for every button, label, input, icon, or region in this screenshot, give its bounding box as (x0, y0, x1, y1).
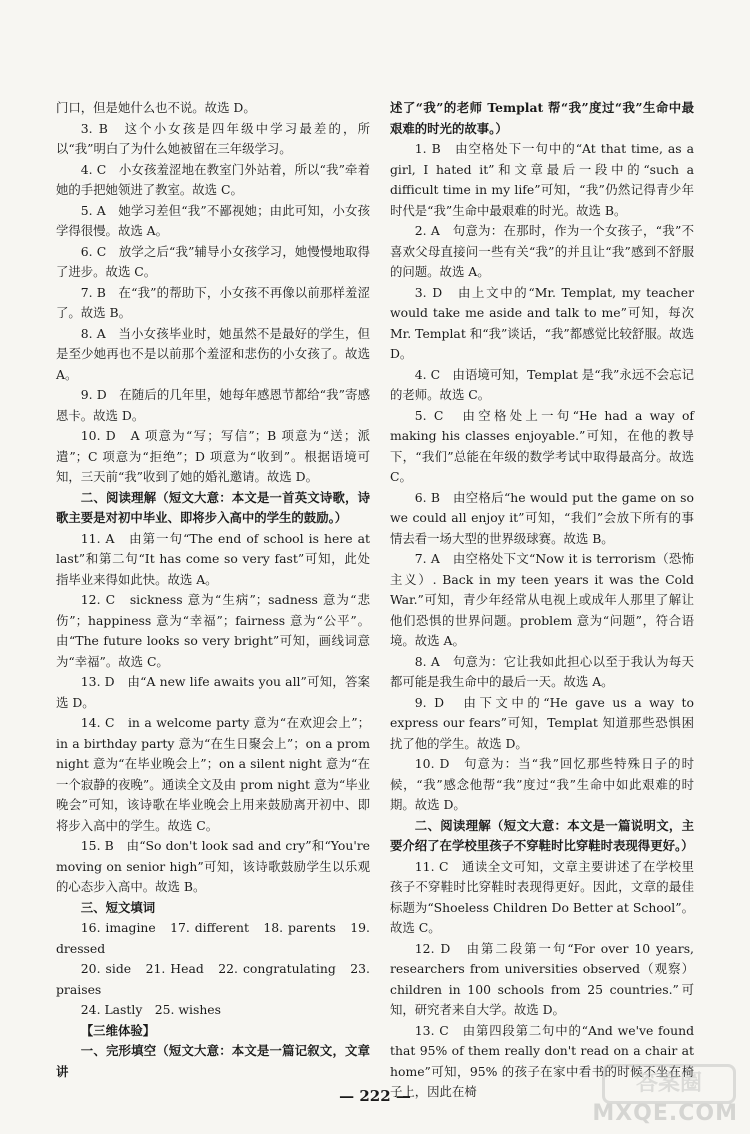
answer-paragraph: 9. D 由下文中的“He gave us a way to express our fears”可知，Templat 知道那些恐惧困扰了他的学生。故选 D。 (390, 694, 694, 751)
answer-paragraph: 13. C 由第四段第二句中的“And we've found that 95% of them really don't read on a chair at home”可知，95% 的孩子在家中看书的时候不坐在椅子上，因此在椅 (390, 1022, 694, 1099)
watermark-badge: 答案圈 (602, 1064, 736, 1104)
answer-paragraph: 11. A 由第一句“The end of school is here at last”和第二句“It has come so very fast”可知，此处指毕业来得如此快。故选 A。 (56, 530, 370, 587)
answer-paragraph: 述了“我”的老师 Templat 帮“我”度过“我”生命中最艰难的时光的故事。） (390, 100, 694, 136)
answer-paragraph: 二、阅读理解（短文大意：本文是一首英文诗歌，诗歌主要是对初中毕业、即将步入高中的学生的鼓励。） (56, 489, 370, 525)
answer-paragraph: 8. A 句意为：它让我如此担心以至于我认为每天都可能是我生命中的最后一天。故选 A。 (390, 653, 694, 689)
answer-paragraph: 门口，但是她什么也不说。故选 D。 (56, 100, 256, 115)
answer-paragraph: 16. imagine 17. different 18. parents 19. dressed (56, 920, 370, 956)
watermark-url: MXQE.COM (592, 1101, 738, 1126)
answer-paragraph: 2. A 句意为：在那时，作为一个女孩子，“我”不喜欢父母直接问一些有关“我”的并且让“我”感到不舒服的问题。故选 A。 (390, 223, 694, 279)
answer-paragraph: 12. C sickness 意为“生病”；sadness 意为“悲伤”；happiness 意为“幸福”；fairness 意为“公平”。由“The future looks so very bright”可知，画线词意为“幸福”。故选 C。 (56, 592, 370, 669)
answer-paragraph: 6. B 由空格后“he would put the game on so we could all enjoy it”可知，“我们”会放下所有的事情去看一场大型的世界级球赛。故选 B。 (390, 489, 694, 546)
answer-paragraph: 5. A 她学习差但“我”不鄙视她；由此可知，小女孩学得很慢。故选 A。 (56, 202, 370, 238)
answer-paragraph: 10. D A 项意为“写；写信”；B 项意为“送；派遣”；C 项意为“拒绝”；D 项意为“收到”。根据语境可知，三天前“我”收到了她的婚礼邀请。故选 D。 (56, 428, 370, 484)
page-number: — 222 — (339, 1087, 411, 1105)
answer-paragraph: 20. side 21. Head 22. congratulating 23. praises (56, 961, 370, 997)
answer-paragraph: 7. B 在“我”的帮助下，小女孩不再像以前那样羞涩了。故选 B。 (56, 284, 370, 320)
answer-paragraph: 一、完形填空（短文大意：本文是一篇记叙文，文章讲 (56, 1043, 370, 1079)
answer-paragraph: 4. C 小女孩羞涩地在教室门外站着，所以“我”牵着她的手把她领进了教室。故选 C。 (56, 161, 370, 197)
left-column (56, 98, 370, 1082)
answer-paragraph: 11. C 通读全文可知，文章主要讲述了在学校里孩子不穿鞋时比穿鞋时表现得更好。因此，文章的最佳标题为“Shoeless Children Do Better at School”。故选 C。 (390, 858, 694, 935)
answer-paragraph: 三、短文填词 (80, 899, 156, 915)
answer-paragraph: 13. D 由“A new life awaits you all”可知，答案选 D。 (56, 674, 370, 710)
answer-paragraph: 15. B 由“So don't look sad and cry”和“You're moving on senior high”可知，该诗歌鼓励学生以乐观的心态步入高中。故选 B。 (56, 838, 370, 894)
answer-paragraph: 9. D 在随后的几年里，她每年感恩节都给“我”寄感恩卡。故选 D。 (56, 387, 370, 423)
answer-paragraph: 24. Lastly 25. wishes (80, 1002, 221, 1017)
answer-paragraph: 12. D 由第二段第一句“For over 10 years, researchers from universities observed（观察） children in 100 schools from 25 countries.”可知，研究者来自大学。故选 D。 (390, 940, 694, 1017)
answer-paragraph: 10. D 句意为：当“我”回忆那些特殊日子的时候，“我”感念他帮“我”度过“我”生命中如此艰难的时期。故选 D。 (390, 756, 694, 812)
answer-paragraph: 1. B 由空格处下一句中的“At that time, as a girl, I hated it”和文章最后一段中的“such a difficult time in my life”可知，“我”仍然记得青少年时代是“我”生命中最艰难的时光。故选 B。 (390, 141, 694, 218)
answer-paragraph: 3. D 由上文中的“Mr. Templat, my teacher would take me aside and talk to me”可知，每次 Mr. Templat 和“我”谈话，“我”都感觉比较舒服。故选 D。 (390, 284, 694, 361)
answer-paragraph: 14. C in a welcome party 意为“在欢迎会上”；in a birthday party 意为“在生日聚会上”；on a prom night 意为“在毕业晚会上”；on a silent night 意为“在一个寂静的夜晚”。通读全文及由 prom night 意为“毕业晚会”可知，该诗歌在毕业晚会上用来鼓励离开初中、即将步入高中的学生。故选 C。 (56, 715, 370, 833)
right-column (390, 98, 694, 1103)
answer-paragraph: 7. A 由空格处下文“Now it is terrorism（恐怖主义）. Back in my teen years it was the Cold War.”可知，青少年经常从电视上或成年人那里了解让他们恐惧的世界问题。problem 意为“问题”，符合语境。故选 A。 (390, 551, 694, 648)
answer-paragraph: 二、阅读理解（短文大意：本文是一篇说明文，主要介绍了在学校里孩子不穿鞋时比穿鞋时表现得更好。） (390, 817, 694, 853)
answer-paragraph: 6. C 放学之后“我”辅导小女孩学习，她慢慢地取得了进步。故选 C。 (56, 243, 370, 279)
answer-paragraph: 5. C 由空格处上一句“He had a way of making his classes enjoyable.”可知，在他的教导下，“我们”总能在年级的数学考试中取得最高分。故选 C。 (390, 407, 694, 484)
answer-paragraph: 3. B 这个小女孩是四年级中学习最差的，所以“我”明白了为什么她被留在三年级学习。 (56, 120, 370, 156)
answer-paragraph: 8. A 当小女孩毕业时，她虽然不是最好的学生，但是至少她再也不是以前那个羞涩和悲伤的小女孩了。故选 A。 (56, 325, 370, 382)
answer-paragraph: 【三维体验】 (80, 1022, 156, 1038)
watermark-logo (592, 1064, 742, 1128)
answer-paragraph: 4. C 由语境可知，Templat 是“我”永远不会忘记的老师。故选 C。 (390, 366, 694, 402)
